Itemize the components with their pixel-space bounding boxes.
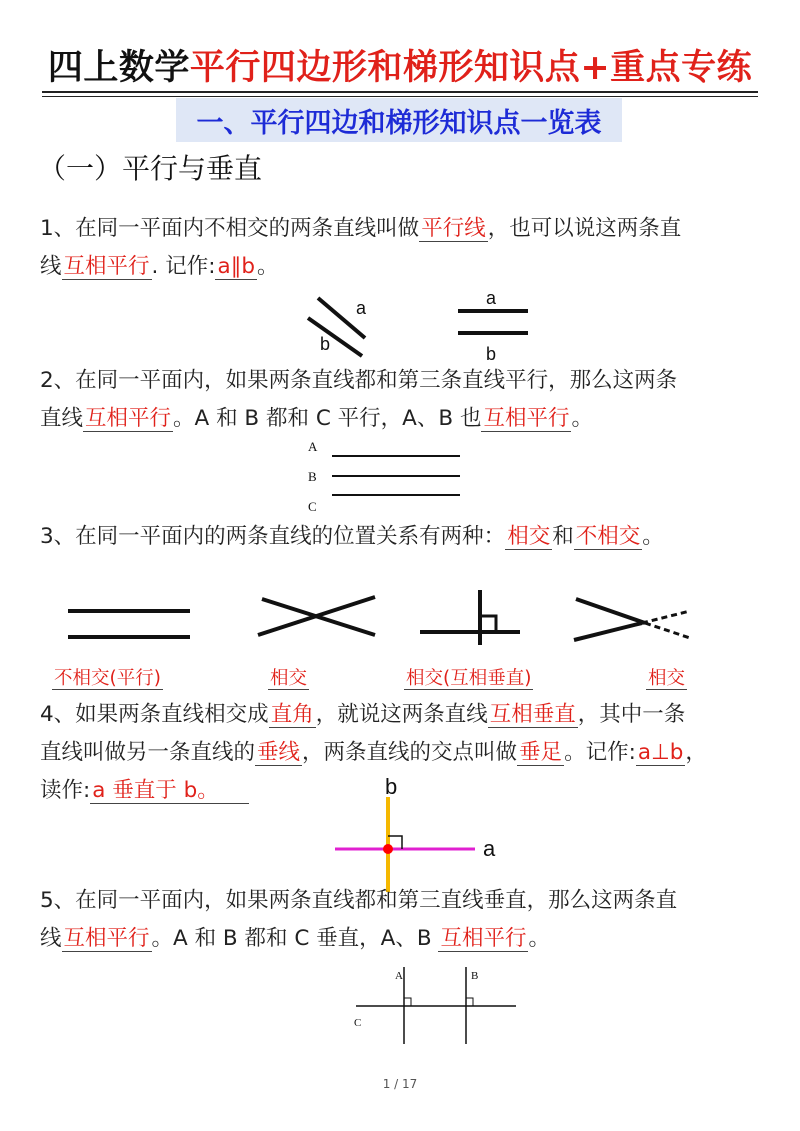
p5-blank-2: 互相平行 <box>440 926 527 951</box>
section-heading: （一）平行与垂直 <box>38 152 263 185</box>
fig3-caption-4-text: 相交 <box>648 668 686 689</box>
p4-text-a: 4、如果两条直线相交成 <box>40 702 269 727</box>
fig5-label-c: C <box>354 1017 362 1029</box>
fig3-converge-line-1 <box>576 599 645 623</box>
paragraph-3 <box>40 518 770 556</box>
p4-text-e: 直线叫做另一条直线的 <box>40 740 256 765</box>
p1-text-e: . 记作: <box>151 254 216 279</box>
p4-text-d: ，其中一条 <box>577 702 686 727</box>
figure-two-perpendiculars <box>348 962 523 1048</box>
p4-text-i: 读作: <box>40 778 91 803</box>
fig4-foot-point <box>383 844 393 854</box>
figure-line-relationships <box>50 585 730 655</box>
p5-text-d: 。 <box>528 926 550 951</box>
p1-text-d: 线 <box>40 254 62 279</box>
fig2-label-b: B <box>308 469 317 484</box>
p2-blank-1: 互相平行 <box>85 406 172 431</box>
p4-blank-foot: 垂足 <box>519 740 563 765</box>
figure-parallel-lines <box>290 288 540 366</box>
fig3-caption-2-text: 相交 <box>270 668 308 689</box>
p3-blank-not-intersect: 不相交 <box>575 524 641 549</box>
p1-text-f: 。 <box>257 254 279 279</box>
p1-text-c: ，也可以说这两条直 <box>487 216 682 241</box>
paragraph-5 <box>40 882 770 958</box>
fig3-converge-line-2 <box>574 623 642 640</box>
p2-text-b: 直线 <box>40 406 84 431</box>
page-title <box>0 40 800 90</box>
fig3-caption-4 <box>646 664 687 690</box>
p2-text-a: 2、在同一平面内，如果两条直线都和第三条直线平行，那么这两条 <box>40 368 678 393</box>
p2-blank-2: 互相平行 <box>483 406 570 431</box>
p3-text-d: 。 <box>642 524 664 549</box>
p1-blank-parallel-line: 平行线 <box>421 216 486 241</box>
fig1-line-b-slanted <box>308 318 362 356</box>
p4-blank-notation: a⊥b <box>637 740 684 765</box>
p4-text-h: ， <box>685 740 707 765</box>
fig4-label-b: b <box>385 774 398 799</box>
title-black-part: 四上数学 <box>47 48 190 88</box>
figure-three-parallel-lines <box>300 436 480 518</box>
p1-text-a: 1、在同一平面内不相交的两条直线叫做 <box>40 216 420 241</box>
fig3-converge-dashed-2 <box>642 611 690 623</box>
paragraph-1 <box>40 210 770 286</box>
fig5-label-a: A <box>395 970 403 982</box>
p3-text-a: 3、在同一平面内的两条直线的位置关系有两种： <box>40 524 506 549</box>
p4-text-c: ，就说这两条直线 <box>315 702 488 727</box>
p4-text-f: ，两条直线的交点叫做 <box>302 740 518 765</box>
p4-blank-perpendicular: 互相垂直 <box>489 702 576 727</box>
fig2-label-a: A <box>308 439 318 454</box>
p4-blank-right-angle: 直角 <box>270 702 314 727</box>
title-rule-thin <box>42 96 758 97</box>
p1-blank-mutually-parallel: 互相平行 <box>63 254 150 279</box>
p5-text-a: 5、在同一平面内，如果两条直线都和第三直线垂直，那么这两条直 <box>40 888 678 913</box>
p5-text-c: 。A 和 B 都和 C 垂直，A、B <box>151 926 439 951</box>
title-rule-thick <box>42 91 758 93</box>
fig3-caption-2 <box>268 664 309 690</box>
fig4-label-a: a <box>483 836 496 861</box>
p1-blank-notation: a∥b <box>217 254 256 279</box>
p2-text-d: 。 <box>571 406 593 431</box>
fig2-label-c: C <box>308 499 317 514</box>
p3-text-c: 和 <box>552 524 574 549</box>
page-number: 1 / 17 <box>382 1077 418 1091</box>
p5-blank-1: 互相平行 <box>63 926 150 951</box>
fig1-label-b2: b <box>486 344 497 364</box>
fig3-right-angle-mark <box>480 616 496 632</box>
fig3-converge-dashed-1 <box>645 623 690 638</box>
fig3-caption-1 <box>52 664 163 690</box>
title-red-part: 平行四边形和梯形知识点+重点专练 <box>189 48 753 88</box>
fig5-label-b: B <box>471 970 479 982</box>
fig1-label-b1: b <box>320 334 331 354</box>
fig1-label-a2: a <box>486 288 497 308</box>
figure-perpendicular-colored <box>330 772 510 894</box>
fig3-caption-3 <box>404 664 533 690</box>
p4-blank-reading: a 垂直于 b。 <box>90 778 249 804</box>
paragraph-2 <box>40 362 770 438</box>
p4-text-g: 。记作: <box>564 740 636 765</box>
p3-blank-intersect: 相交 <box>507 524 551 549</box>
fig1-label-a1: a <box>356 298 367 318</box>
p2-text-c: 。A 和 B 都和 C 平行，A、B 也 <box>173 406 482 431</box>
p5-text-b: 线 <box>40 926 62 951</box>
fig5-right-angle-a <box>404 998 411 1006</box>
subtitle: 一、平行四边和梯形知识点一览表 <box>196 108 602 139</box>
p4-blank-perpendicular-line: 垂线 <box>257 740 301 765</box>
fig3-caption-3-text: 相交(互相垂直) <box>406 668 532 689</box>
fig5-right-angle-b <box>466 998 473 1006</box>
fig3-caption-1-text: 不相交(平行) <box>54 668 161 689</box>
